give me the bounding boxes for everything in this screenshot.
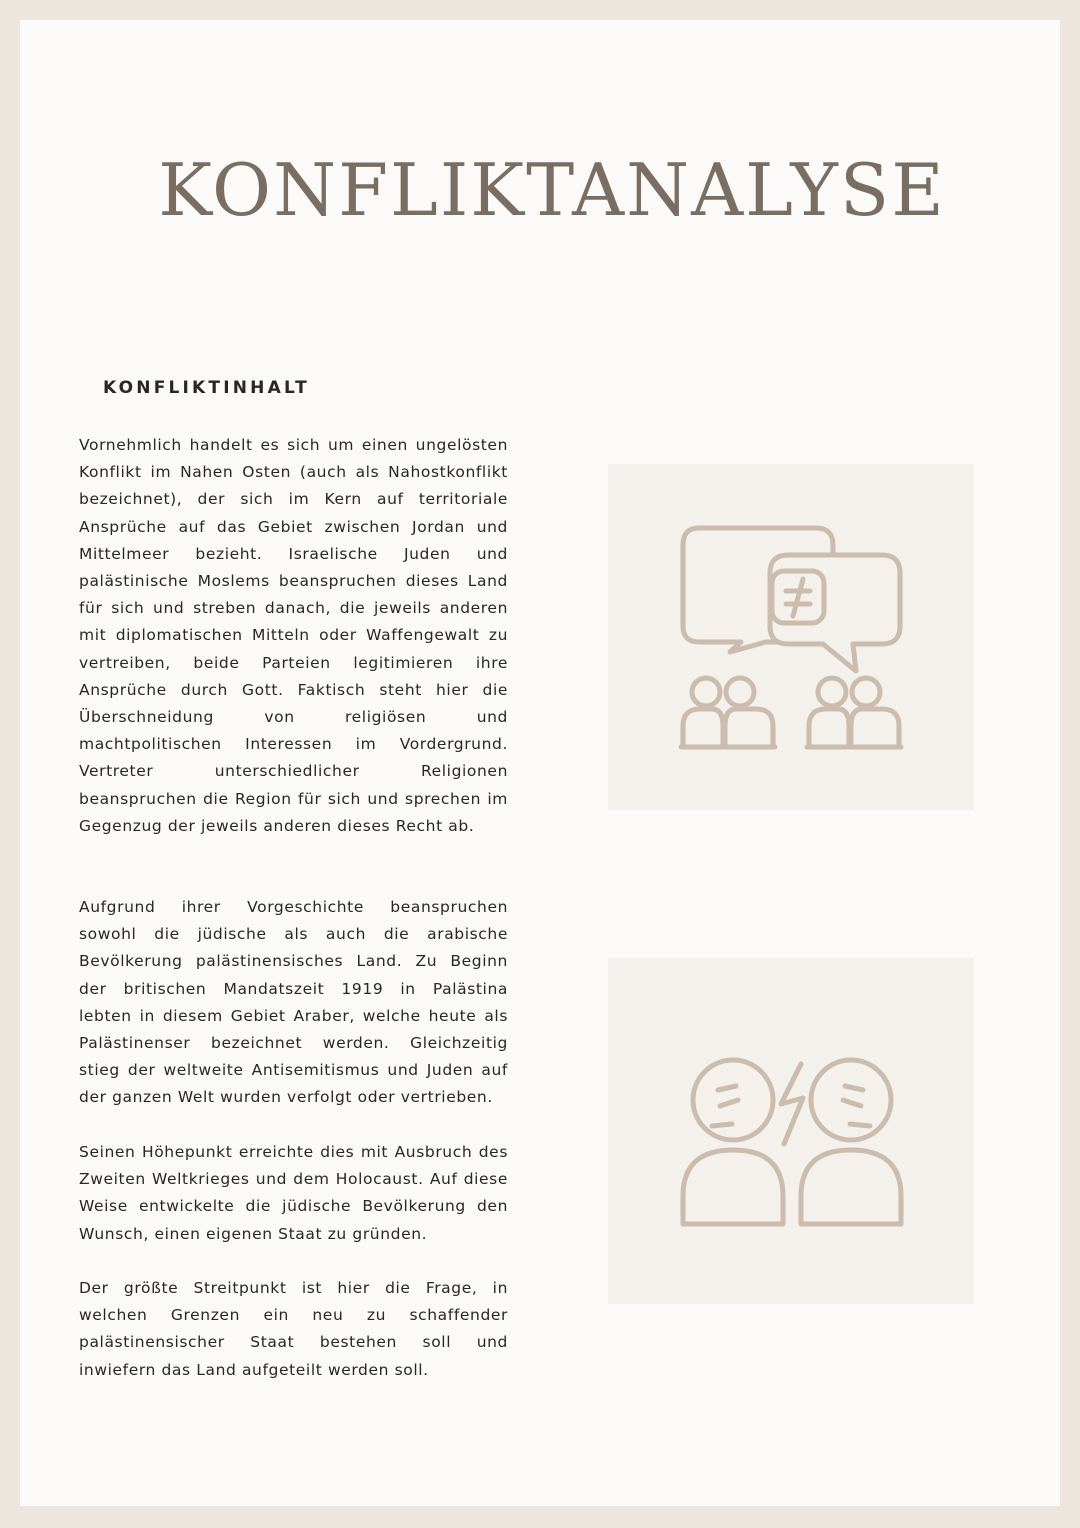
conflict-faces-icon	[608, 958, 974, 1304]
document-page	[20, 20, 1060, 1506]
illustration-box-conflict	[608, 958, 974, 1304]
paragraph-1: Vornehmlich handelt es sich um einen ungelösten Konflikt im Nahen Osten (auch als Nahostkonflikt bezeichnet), der sich im Kern auf territoriale Ansprüche auf das Gebiet zwischen Jordan und Mittelmeer bezieht. Israelische Juden und palästinische Moslems beanspruchen dieses Land für sich und streben danach, die jeweils anderen mit diplomatischen Mitteln oder Waffengewalt zu vertreiben, beide Parteien legitimieren ihre Ansprüche durch Gott. Faktisch steht hier die Überschneidung von religiösen und machtpolitischen Interessen im Vordergrund. Vertreter unterschiedlicher Religionen beanspruchen die Region für sich und sprechen im Gegenzug der jeweils anderen dieses Recht ab.	[79, 436, 508, 835]
paragraph-4: Der größte Streitpunkt ist hier die Frage, in welchen Grenzen ein neu zu schaffender palästinensischer Staat bestehen soll und inwiefern das Land aufgeteilt werden soll.	[79, 1279, 508, 1379]
section-heading: KONFLIKTINHALT	[103, 378, 310, 398]
discussion-groups-icon	[608, 464, 974, 810]
paragraph-2: Aufgrund ihrer Vorgeschichte beanspruchen sowohl die jüdische als auch die arabische Bevölkerung palästinensisches Land. Zu Beginn der britischen Mandatszeit 1919 in Palästina lebten in diesem Gebiet Araber, welche heute als Palästinenser bezeichnet werden. Gleichzeitig stieg der weltweite Antisemitismus und Juden auf der ganzen Welt wurden verfolgt oder vertrieben.	[79, 898, 508, 1107]
illustration-box-discussion	[608, 464, 974, 810]
paragraph-3: Seinen Höhepunkt erreichte dies mit Ausbruch des Zweiten Weltkrieges und dem Holocaust. Auf diese Weise entwickelte die jüdische Bevölkerung den Wunsch, einen eigenen Staat zu gründen.	[79, 1143, 508, 1243]
page-title: KONFLIKTANALYSE	[158, 148, 946, 232]
